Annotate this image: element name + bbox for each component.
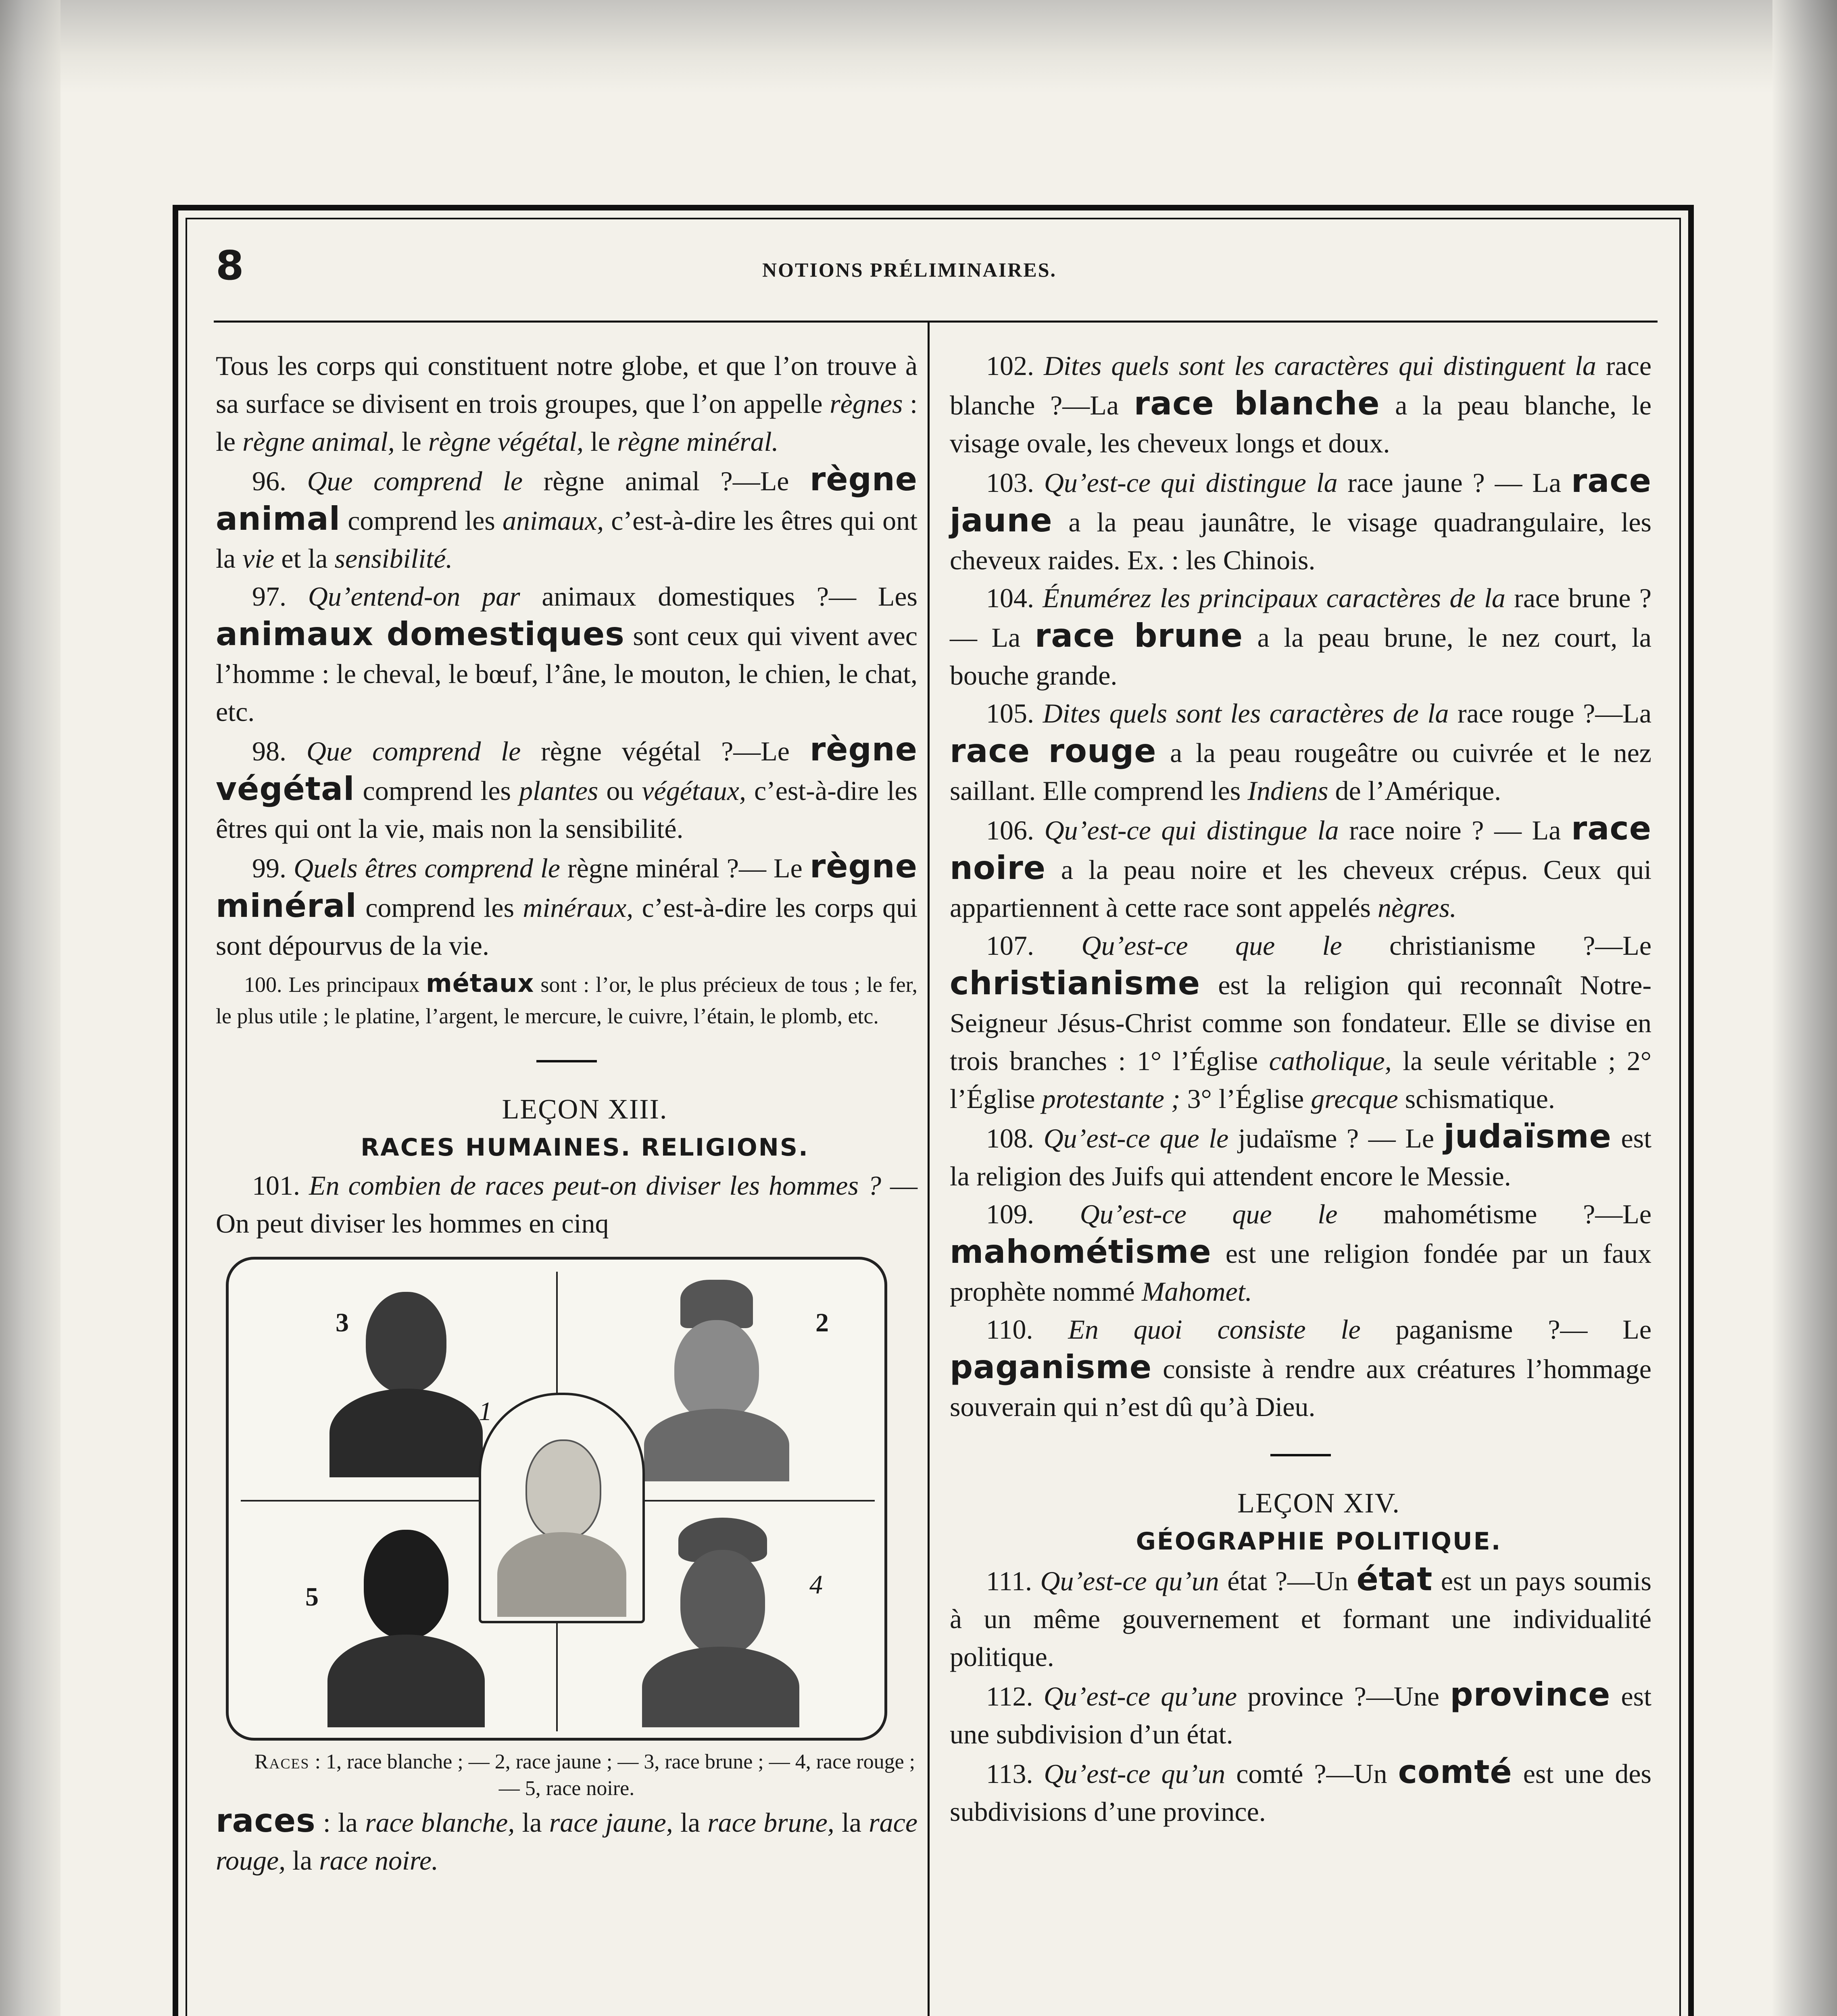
portrait-race-rouge	[632, 1518, 809, 1727]
lesson-13-title: LEÇON XIII.	[502, 1094, 668, 1125]
intro-term: règne minéral.	[617, 426, 779, 457]
question-term: animaux domestiques ?	[542, 581, 829, 612]
question-term: règne minéral ?	[567, 853, 739, 883]
lesson-13-subtitle: RACES HUMAINES. RELIGIONS.	[361, 1133, 809, 1162]
answer-text: — Le	[1560, 1314, 1651, 1345]
answer-italic: végétaux,	[642, 775, 746, 806]
answer-text: — La	[1485, 467, 1571, 498]
question-number: 111.	[986, 1566, 1032, 1596]
running-title: NOTIONS PRÉLIMINAIRES.	[762, 258, 1057, 281]
answer-text: a la peau brune, le nez court, la bouche grande.	[950, 622, 1651, 691]
answer-italic: vie	[242, 543, 275, 574]
answer-text: est une des subdivisions d’une province.	[950, 1758, 1651, 1827]
intro-term: règne végétal,	[428, 426, 584, 457]
question-number: 97.	[252, 581, 286, 612]
question-109	[950, 1195, 1651, 1310]
figure-label-1: 1	[479, 1397, 492, 1426]
question-text: Qu’est-ce que le	[1080, 1199, 1338, 1229]
question-number: 101.	[252, 1170, 300, 1201]
keyword: race rouge	[950, 732, 1157, 770]
answer-text: —La	[1062, 390, 1134, 421]
question-number: 102.	[986, 350, 1034, 381]
question-112	[950, 1676, 1651, 1753]
answer-text: comprend les	[354, 775, 519, 806]
question-96	[216, 460, 917, 577]
keyword: christianisme	[950, 964, 1201, 1002]
answer-italic: minéraux,	[523, 892, 634, 923]
answer-italic: race jaune,	[549, 1807, 673, 1838]
answer-text: la	[515, 1807, 549, 1838]
answer-italic: plantes	[519, 775, 598, 806]
question-term: paganisme ?	[1360, 1314, 1560, 1345]
answer-text: est une religion fondée par un faux prophète nommé	[950, 1238, 1651, 1307]
question-term: race rouge ?	[1449, 698, 1595, 729]
question-term: judaïsme ?	[1228, 1123, 1359, 1154]
keyword: règne animal	[216, 460, 918, 537]
answer-italic: protestante ;	[1042, 1083, 1180, 1114]
portrait-race-jaune	[632, 1280, 801, 1481]
keyword: paganisme	[950, 1348, 1152, 1386]
figure-caption	[216, 1749, 917, 1802]
answer-text: comprend les	[340, 505, 503, 536]
answer-text: — On peut diviser les hommes en cinq	[216, 1170, 918, 1239]
question-text: En combien de races peut-on diviser les hommes ?	[309, 1170, 881, 1201]
answer-text: sont ceux qui vivent avec l’homme : le cheval, le bœuf, l’âne, le mouton, le chien, le chat, etc.	[216, 621, 918, 727]
question-text: Qu’est-ce qu’un	[1040, 1566, 1219, 1596]
question-text: Qu’est-ce que le	[1081, 930, 1342, 961]
question-number: 107.	[986, 930, 1034, 961]
keyword: race blanche	[1134, 385, 1380, 422]
answer-text: est une subdivision d’un état.	[950, 1681, 1652, 1749]
answer-text: —Une	[1366, 1681, 1450, 1712]
scan-shadow-top	[0, 0, 1837, 93]
note-100	[216, 968, 917, 1032]
keyword: comté	[1398, 1753, 1512, 1791]
answer-text: — Les	[829, 581, 918, 612]
question-text: Énumérez les principaux caractères de la	[1043, 583, 1505, 613]
races-illustration	[226, 1257, 887, 1741]
keyword: race jaune	[950, 462, 1651, 539]
keyword: règne minéral	[216, 848, 917, 925]
section-separator	[536, 1060, 597, 1062]
caption-lead: Races	[254, 1750, 310, 1773]
scan-shadow-left	[0, 0, 60, 2016]
answer-text: — La	[950, 622, 1035, 653]
answer-text: schismatique.	[1398, 1083, 1555, 1114]
question-number: 100.	[244, 973, 282, 997]
answer-text: de l’Amérique.	[1328, 775, 1501, 806]
keyword: état	[1356, 1560, 1433, 1598]
intro-text: le	[584, 426, 617, 457]
answer-text: la seule véritable ; 2° l’Église	[950, 1045, 1651, 1114]
question-text: Qu’est-ce que le	[1043, 1123, 1229, 1154]
keyword: mahométisme	[950, 1233, 1211, 1270]
figure-label-2: 2	[815, 1308, 829, 1337]
question-104	[950, 579, 1651, 694]
question-term: état ?	[1219, 1566, 1288, 1596]
question-number: 96.	[252, 466, 286, 496]
question-number: 105.	[986, 698, 1034, 729]
answer-italic: Indiens	[1247, 775, 1328, 806]
question-text: Dites quels sont les caractères qui distinguent la	[1043, 350, 1596, 381]
question-107	[950, 927, 1651, 1118]
figure-label-4: 4	[809, 1570, 823, 1599]
answer-text: —Le	[1595, 1199, 1652, 1229]
header-rule	[214, 321, 1658, 323]
portrait-race-noire	[321, 1522, 491, 1727]
lesson-14-title: LEÇON XIV.	[1237, 1488, 1400, 1519]
answer-italic: Mahomet.	[1141, 1276, 1252, 1307]
portrait-race-blanche	[497, 1419, 626, 1617]
question-98	[216, 731, 917, 848]
keyword: animaux domestiques	[216, 615, 625, 653]
question-text: Quels êtres comprend le	[294, 853, 560, 883]
question-term: race blanche ?	[950, 350, 1652, 421]
note-text: Les principaux	[288, 973, 426, 997]
answer-italic: catholique,	[1269, 1045, 1392, 1076]
answer-italic: race brune,	[707, 1807, 834, 1838]
question-106	[950, 810, 1651, 927]
question-number: 109.	[986, 1199, 1034, 1229]
answer-text: —La	[1595, 698, 1652, 729]
question-term: règne animal ?	[543, 466, 733, 496]
question-113	[950, 1753, 1651, 1831]
answer-text: c’est-à-dire les êtres qui ont la vie, mais non la sensibilité.	[216, 775, 918, 844]
question-111	[950, 1560, 1651, 1676]
answer-italic: race blanche,	[365, 1807, 515, 1838]
intro-term: règnes	[830, 388, 903, 419]
answer-italic: animaux,	[502, 505, 604, 536]
question-number: 110.	[986, 1314, 1033, 1345]
question-103	[950, 462, 1651, 579]
question-110	[950, 1310, 1651, 1426]
intro-text: le	[394, 426, 428, 457]
answer-text: —Un	[1326, 1758, 1398, 1789]
question-number: 103.	[986, 467, 1034, 498]
answer-text: a la peau jaunâtre, le visage quadrangulaire, les cheveux raides. Ex. : les Chinois.	[950, 507, 1651, 575]
question-text: Qu’est-ce qu’un	[1044, 1758, 1226, 1789]
question-text: Dites quels sont les caractères de la	[1043, 698, 1449, 729]
note-text: sont : l’or, le plus précieux de tous ; le fer, le plus utile ; le platine, l’argent, le mercure, le cuivre, l’étain, le plomb, etc.	[216, 973, 917, 1028]
question-term: comté ?	[1225, 1758, 1326, 1789]
answer-text: — La	[1484, 815, 1571, 846]
question-text: Que comprend le	[307, 466, 523, 496]
page-number: 8	[216, 242, 244, 289]
answer-text: est la religion qui reconnaît Notre-Seigneur Jésus-Christ comme son fondateur. Elle se divise en trois branches : 1° l’Église	[950, 970, 1651, 1076]
intro-text: : le	[216, 388, 917, 457]
intro-text: Tous les corps qui constituent notre globe, et que l’on trouve à sa surface se divisent en trois groupes, que l’on appelle	[216, 350, 917, 419]
section-separator	[1270, 1454, 1331, 1456]
answer-italic: race noire.	[319, 1845, 439, 1876]
question-term: race noire ?	[1339, 815, 1484, 846]
answer-italic: sensibilité.	[334, 543, 453, 574]
answer-text: est un pays soumis à un même gouvernement et formant une individualité politique.	[950, 1566, 1651, 1672]
question-text: Qu’est-ce qui distingue la	[1044, 467, 1338, 498]
right-column	[950, 347, 1651, 1831]
answer-text: ou	[598, 775, 642, 806]
question-term: mahométisme ?	[1337, 1199, 1595, 1229]
question-term: règne végétal ?	[541, 736, 734, 766]
question-term: christianisme ?	[1342, 930, 1595, 961]
answer-italic: grecque	[1311, 1083, 1398, 1114]
answer-text: consiste à rendre aux créatures l’hommage souverain qui n’est dû qu’à Dieu.	[950, 1354, 1651, 1422]
answer-text: la	[673, 1807, 708, 1838]
intro-paragraph	[216, 347, 917, 460]
keyword: province	[1450, 1676, 1611, 1713]
intro-term: règne animal,	[242, 426, 395, 457]
question-text: Qu’est-ce qu’une	[1043, 1681, 1237, 1712]
answer-text: : la	[315, 1807, 365, 1838]
keyword: règne végétal	[216, 731, 917, 808]
figure-label-5: 5	[305, 1582, 319, 1612]
question-number: 99.	[252, 853, 286, 883]
question-101	[216, 1166, 917, 1242]
keyword: race noire	[950, 810, 1652, 887]
question-number: 104.	[986, 583, 1034, 613]
answer-text: —Le	[733, 736, 810, 766]
answer-text: 3° l’Église	[1180, 1083, 1311, 1114]
question-number: 113.	[986, 1758, 1033, 1789]
question-number: 106.	[986, 815, 1034, 846]
left-column	[216, 347, 917, 1879]
answer-text: —Le	[732, 466, 810, 496]
question-number: 108.	[986, 1123, 1034, 1154]
question-number: 98.	[252, 736, 286, 766]
keyword: métaux	[426, 968, 534, 998]
answer-text: —Le	[1595, 930, 1651, 961]
answer-text: la	[834, 1807, 869, 1838]
keyword: judaïsme	[1443, 1118, 1612, 1155]
answer-text: est la religion des Juifs qui attendent encore le Messie.	[950, 1123, 1651, 1191]
answer-text: c’est-à-dire les corps qui sont dépourvus de la vie.	[216, 892, 918, 961]
lesson-14-subtitle: GÉOGRAPHIE POLITIQUE.	[1136, 1527, 1502, 1556]
answer-text: — Le	[1359, 1123, 1444, 1154]
answer-text: a la peau noire et les cheveux crépus. Ceux qui appartiennent à cette race sont appelés	[950, 854, 1651, 923]
question-108	[950, 1118, 1651, 1195]
answer-text: —Un	[1287, 1566, 1357, 1596]
question-text: Qu’est-ce qui distingue la	[1044, 815, 1339, 846]
column-divider	[928, 323, 930, 2016]
portrait-frame-center	[479, 1393, 645, 1623]
question-text: Que comprend le	[306, 736, 521, 766]
question-105	[950, 694, 1651, 810]
answer-text: la	[286, 1845, 319, 1876]
question-102	[950, 347, 1651, 462]
answer-text: et la	[274, 543, 335, 574]
question-term: race brune ?	[1505, 583, 1651, 613]
answer-text: a la peau rougeâtre ou cuivrée et le nez saillant. Elle comprend les	[950, 737, 1651, 806]
question-number: 112.	[986, 1681, 1033, 1712]
question-97	[216, 577, 917, 731]
answer-text: — Le	[739, 853, 810, 883]
question-text: En quoi consiste le	[1068, 1314, 1361, 1345]
question-term: race jaune ?	[1337, 467, 1485, 498]
figure-label-3: 3	[336, 1308, 349, 1337]
question-term: province ?	[1237, 1681, 1366, 1712]
answer-text: comprend les	[357, 892, 523, 923]
answer-text: c’est-à-dire les êtres qui ont la	[216, 505, 917, 574]
scan-shadow-right	[1772, 0, 1837, 2016]
question-text: Qu’entend-on par	[308, 581, 520, 612]
keyword: race brune	[1034, 617, 1243, 654]
answer-italic: nègres.	[1378, 892, 1457, 923]
keyword: races	[216, 1802, 316, 1839]
question-101-continued	[216, 1802, 917, 1879]
question-99	[216, 848, 917, 964]
answer-italic: race rouge,	[216, 1807, 917, 1876]
caption-text: : 1, race blanche ; — 2, race jaune ; — 3, race brune ; — 4, race rouge ; — 5, race noire.	[309, 1750, 915, 1800]
answer-text: a la peau blanche, le visage ovale, les cheveux longs et doux.	[950, 390, 1651, 458]
